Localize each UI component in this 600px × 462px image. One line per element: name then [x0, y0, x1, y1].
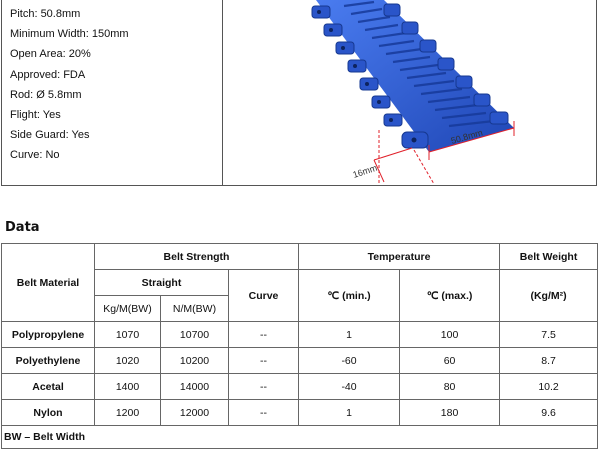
curve-cell: --	[229, 348, 299, 374]
spec-open-area: Open Area: 20%	[10, 48, 91, 61]
spec-panel	[1, 0, 597, 186]
temp-max-cell: 180	[400, 400, 500, 426]
spec-side-guard: Side Guard: Yes	[10, 129, 90, 142]
header-temperature: Temperature	[299, 244, 500, 270]
spec-minimum-width: Minimum Width: 150mm	[10, 28, 129, 41]
section-title-data: Data	[5, 220, 40, 235]
temp-max-cell: 60	[400, 348, 500, 374]
curve-cell: --	[229, 322, 299, 348]
table-row	[2, 374, 598, 400]
material-cell: Acetal	[2, 374, 95, 400]
spec-curve: Curve: No	[10, 149, 60, 162]
header-temp-max: ℃ (max.)	[400, 270, 500, 322]
spec-pitch: Pitch: 50.8mm	[10, 8, 81, 20]
kg-cell: 1400	[95, 374, 161, 400]
nm-cell: 10200	[161, 348, 229, 374]
spec-list	[10, 4, 129, 166]
header-belt-strength: Belt Strength	[95, 244, 299, 270]
table-row	[2, 348, 598, 374]
spec-rod: Rod: Ø 5.8mm	[10, 88, 82, 101]
temp-min-cell: 1	[299, 322, 400, 348]
weight-cell: 9.6	[500, 400, 598, 426]
kg-cell: 1070	[95, 322, 161, 348]
weight-cell: 8.7	[500, 348, 598, 374]
header-temp-min: ℃ (min.)	[299, 270, 400, 322]
material-cell: Polyethylene	[2, 348, 95, 374]
kg-cell: 1200	[95, 400, 161, 426]
header-belt-material: Belt Material	[2, 244, 95, 322]
header-belt-weight: Belt Weight	[500, 244, 598, 270]
weight-cell: 7.5	[500, 322, 598, 348]
belt-body	[312, 0, 514, 152]
temp-min-cell: -60	[299, 348, 400, 374]
header-weight-unit: (Kg/M²)	[500, 270, 598, 322]
spec-flight: Flight: Yes	[10, 108, 61, 121]
nm-cell: 14000	[161, 374, 229, 400]
spec-approved: Approved: FDA	[10, 68, 86, 81]
table-row	[2, 400, 598, 426]
header-straight: Straight	[95, 270, 229, 296]
belt-data-table	[1, 243, 598, 449]
temp-min-cell: 1	[299, 400, 400, 426]
nm-cell: 10700	[161, 322, 229, 348]
table-row	[2, 322, 598, 348]
temp-min-cell: -40	[299, 374, 400, 400]
spec-divider	[222, 0, 223, 185]
curve-cell: --	[229, 400, 299, 426]
belt-product-image	[224, 0, 598, 185]
footnote-row	[2, 426, 598, 449]
temp-max-cell: 100	[400, 322, 500, 348]
pitch-dimension-label: 50.8mm	[449, 127, 484, 146]
curve-cell: --	[229, 374, 299, 400]
nm-cell: 12000	[161, 400, 229, 426]
material-cell: Polypropylene	[2, 322, 95, 348]
header-row-1	[2, 244, 598, 270]
material-cell: Nylon	[2, 400, 95, 426]
header-curve: Curve	[229, 270, 299, 322]
kg-cell: 1020	[95, 348, 161, 374]
height-dimension-label: 16mm	[351, 162, 379, 180]
weight-cell: 10.2	[500, 374, 598, 400]
footnote: BW – Belt Width	[2, 426, 598, 449]
header-kg-per-m: Kg/M(BW)	[95, 296, 161, 322]
header-n-per-m: N/M(BW)	[161, 296, 229, 322]
temp-max-cell: 80	[400, 374, 500, 400]
